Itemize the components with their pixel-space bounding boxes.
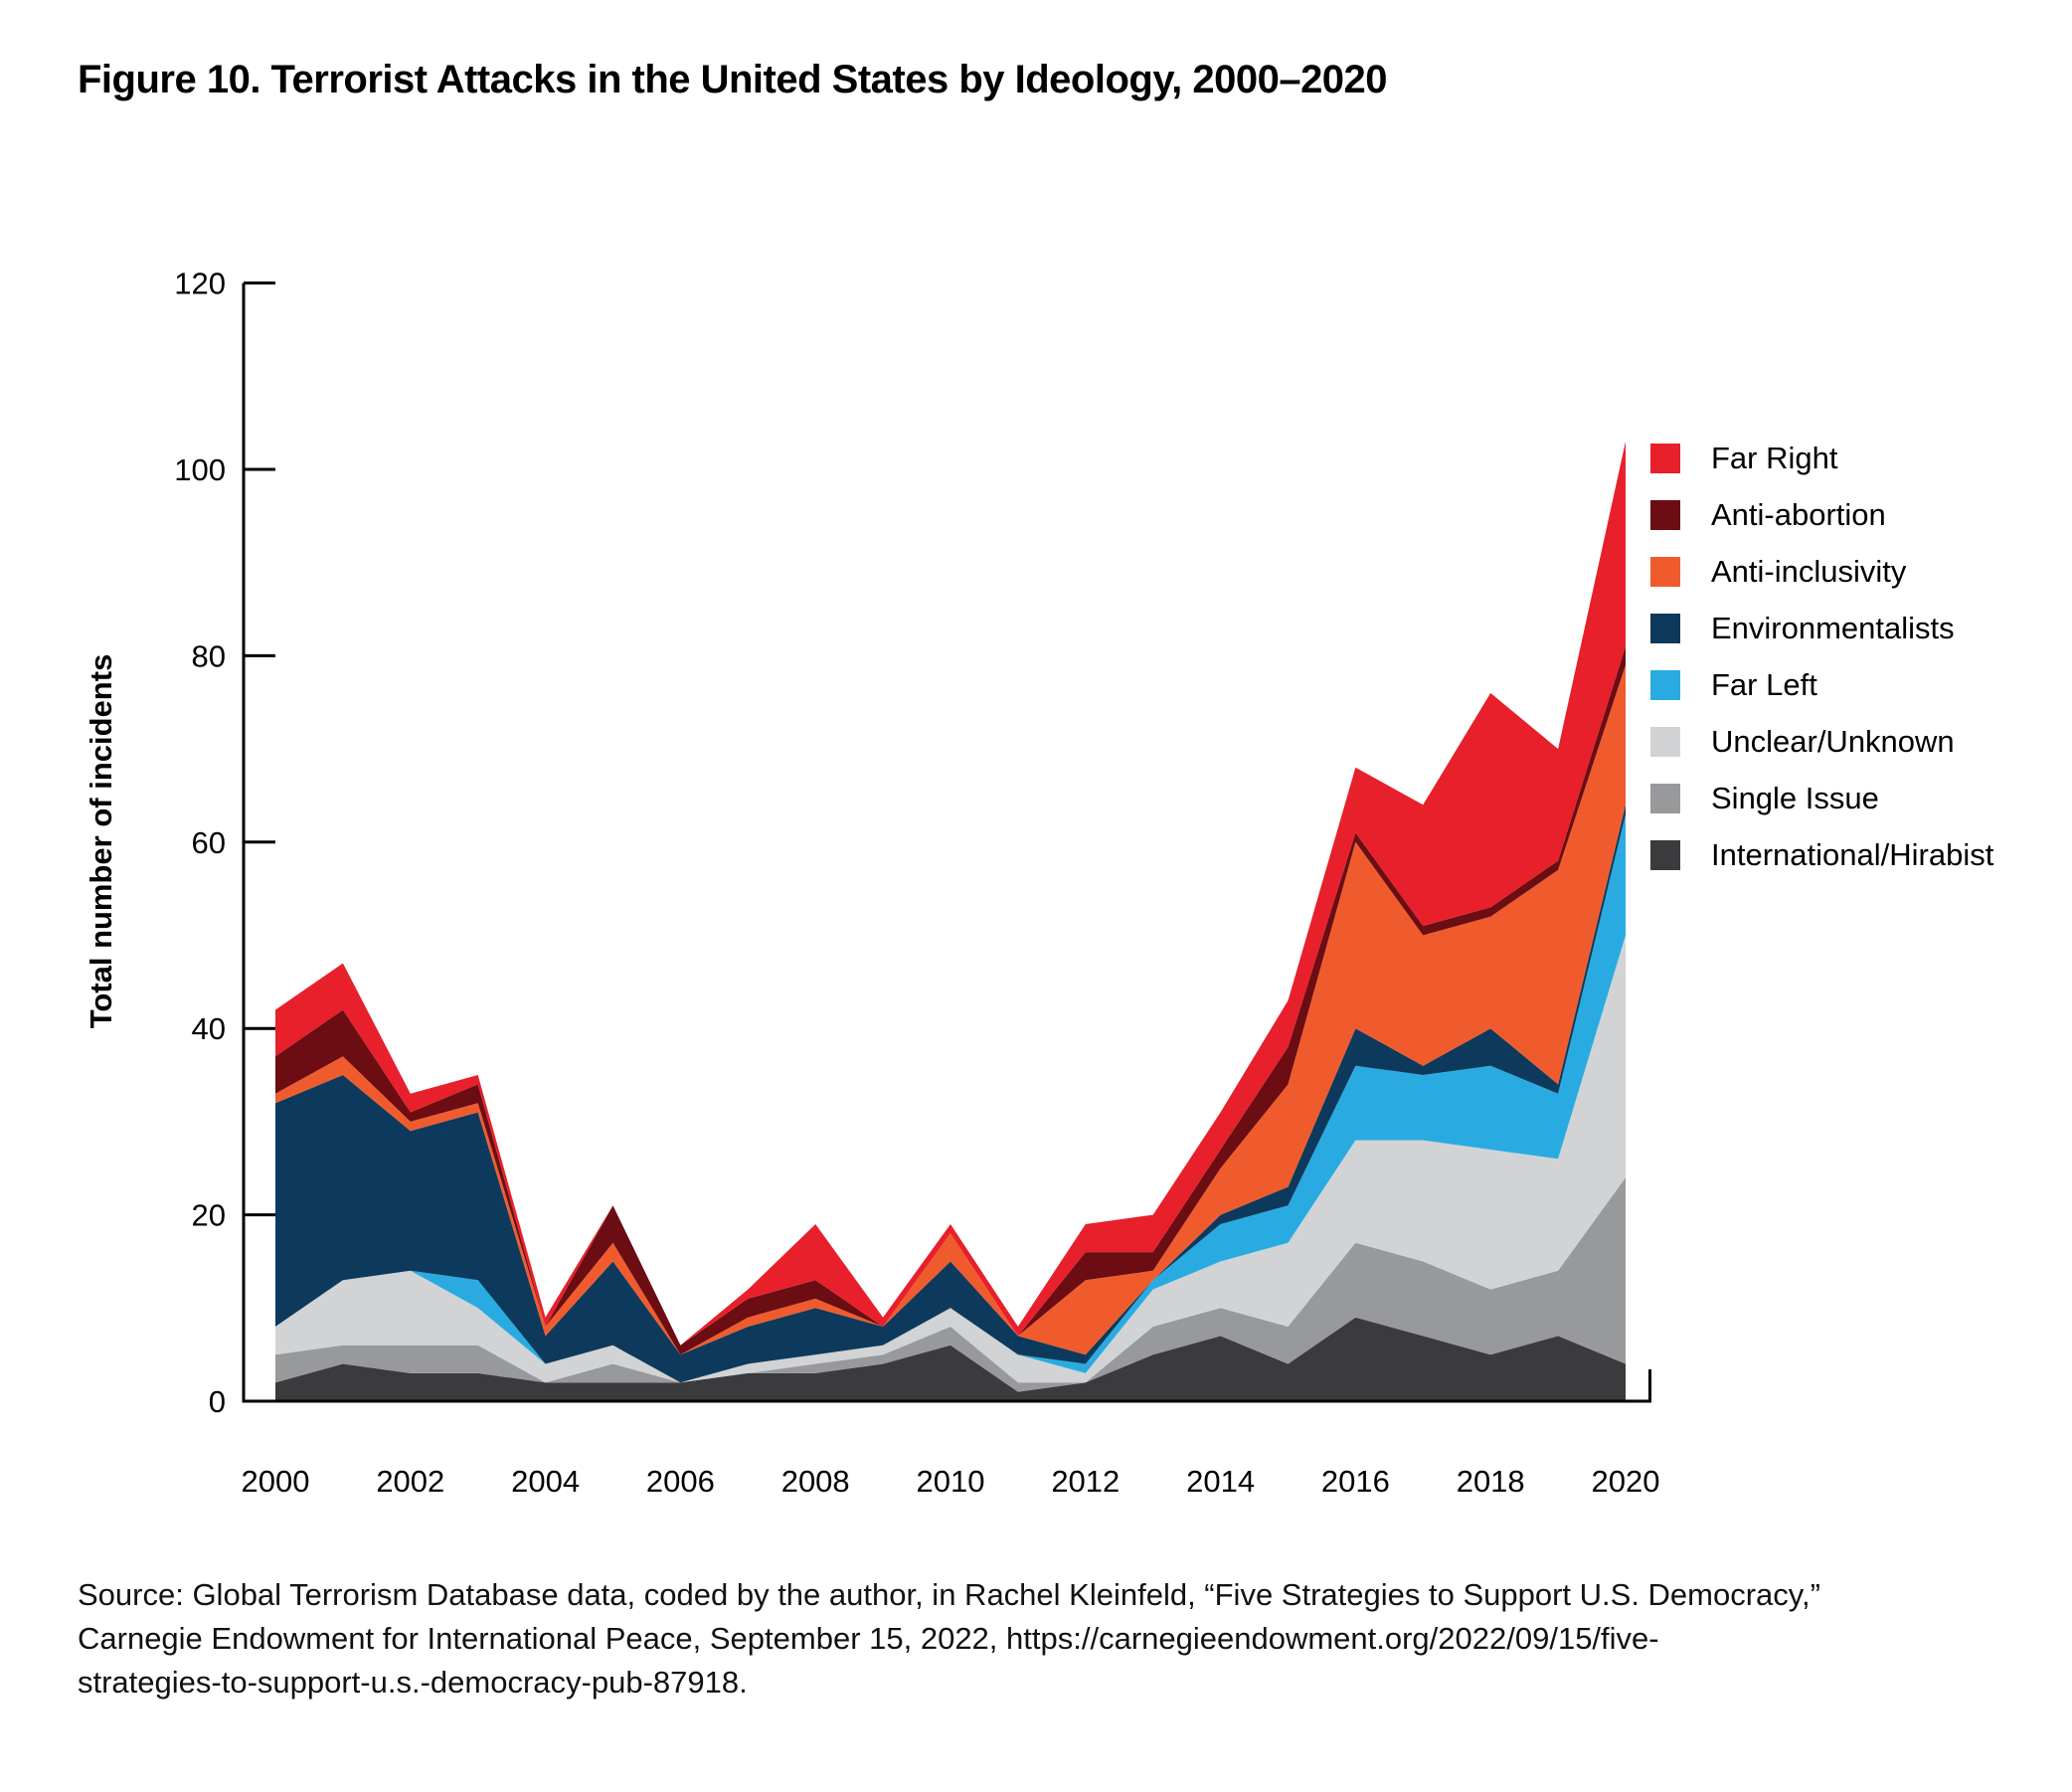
legend-swatch-icon bbox=[1650, 670, 1680, 700]
legend-label: Anti-inclusivity bbox=[1711, 554, 1907, 589]
legend-label: Unclear/Unknown bbox=[1711, 724, 1955, 759]
legend-row-far-left bbox=[1650, 667, 1993, 702]
x-tick-label: 2016 bbox=[1320, 1464, 1390, 1499]
x-tick-label: 2000 bbox=[241, 1464, 310, 1499]
source-note bbox=[78, 1573, 2026, 1704]
legend-swatch-icon bbox=[1650, 500, 1680, 530]
legend-row-international-hirabist bbox=[1650, 837, 1994, 872]
y-tick-label: 60 bbox=[191, 824, 226, 860]
legend-row-far-right bbox=[1650, 441, 1993, 475]
legend-swatch-icon bbox=[1650, 614, 1680, 643]
legend-swatch-icon bbox=[1650, 727, 1680, 757]
legend-label: Far Left bbox=[1711, 667, 1817, 702]
chart-legend bbox=[1650, 441, 1994, 897]
y-tick-label: 20 bbox=[191, 1197, 226, 1233]
legend-label: Far Right bbox=[1711, 441, 1838, 475]
legend-swatch-icon bbox=[1650, 444, 1680, 473]
legend-row-single-issue bbox=[1650, 781, 1993, 815]
legend-row-environmentalists bbox=[1650, 611, 1993, 645]
y-tick-label: 100 bbox=[174, 452, 226, 487]
legend-label: Anti-abortion bbox=[1711, 497, 1886, 532]
legend-label: Single Issue bbox=[1711, 781, 1879, 815]
legend-row-unclear-unknown bbox=[1650, 724, 1993, 759]
legend-swatch-icon bbox=[1650, 840, 1680, 870]
legend-swatch-icon bbox=[1650, 784, 1680, 813]
x-tick-label: 2010 bbox=[916, 1464, 985, 1499]
legend-row-anti-inclusivity bbox=[1650, 554, 1993, 589]
y-tick-label: 120 bbox=[174, 266, 226, 301]
y-axis-title: Total number of incidents bbox=[84, 653, 118, 1029]
source-line-2: Carnegie Endowment for International Peace, September 15, 2022, https://carnegieendowment.org/2022/09/15/five- bbox=[78, 1621, 1659, 1656]
source-line-3: strategies-to-support-u.s.-democracy-pub-87918. bbox=[78, 1665, 748, 1700]
source-line-1: Source: Global Terrorism Database data, coded by the author, in Rachel Kleinfeld, “Five Strategies to Support U.S. Democracy,” bbox=[78, 1577, 1820, 1612]
y-tick-label: 40 bbox=[191, 1011, 226, 1047]
y-tick-label: 80 bbox=[191, 638, 226, 674]
legend-label: Environmentalists bbox=[1711, 611, 1955, 645]
x-tick-label: 2008 bbox=[780, 1464, 850, 1499]
x-tick-label: 2002 bbox=[376, 1464, 445, 1499]
legend-row-anti-abortion bbox=[1650, 497, 1993, 532]
legend-swatch-icon bbox=[1650, 557, 1680, 587]
x-tick-label: 2014 bbox=[1186, 1464, 1256, 1499]
x-tick-label: 2012 bbox=[1051, 1464, 1121, 1499]
legend-label: International/Hirabist bbox=[1711, 837, 1994, 872]
y-tick-label: 0 bbox=[208, 1384, 226, 1419]
x-tick-label: 2004 bbox=[511, 1464, 581, 1499]
x-tick-label: 2018 bbox=[1456, 1464, 1525, 1499]
x-tick-label: 2006 bbox=[645, 1464, 715, 1499]
figure-title: Figure 10. Terrorist Attacks in the United States by Ideology, 2000–2020 bbox=[78, 58, 1388, 101]
x-tick-label: 2020 bbox=[1591, 1464, 1660, 1499]
